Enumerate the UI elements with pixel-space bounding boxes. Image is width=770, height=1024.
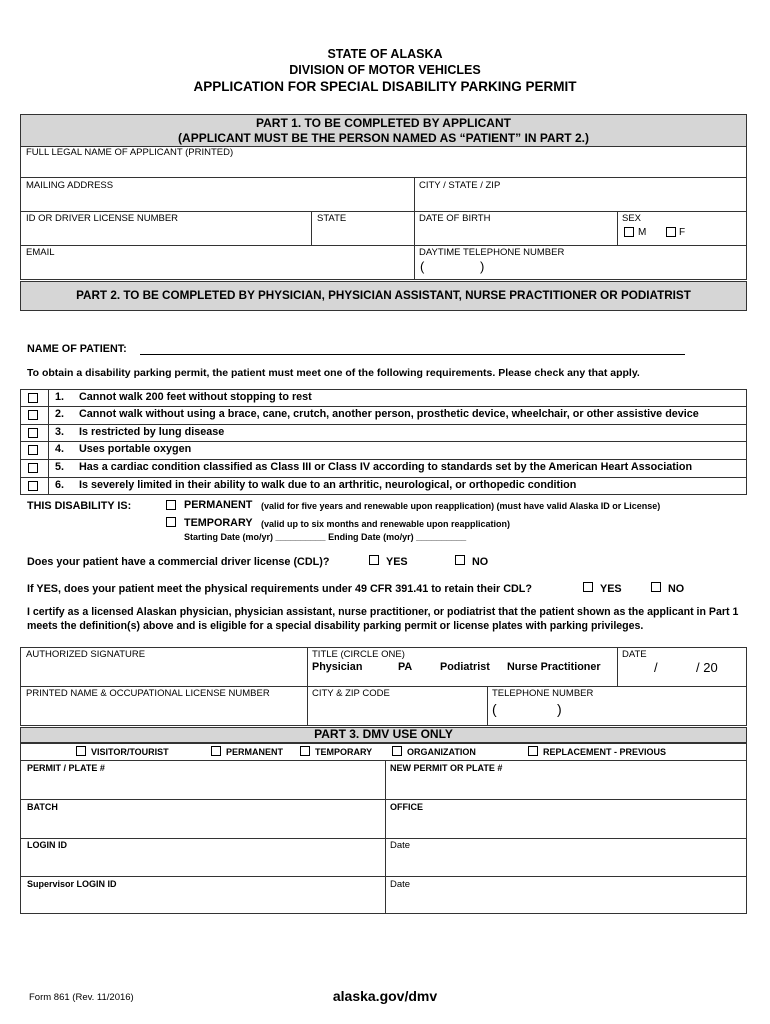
cdl-no-checkbox[interactable] [455,555,465,565]
title-label: TITLE (CIRCLE ONE) [312,649,405,660]
replacement-label: REPLACEMENT - PREVIOUS [543,747,667,757]
division-heading: DIVISION OF MOTOR VEHICLES [289,63,481,77]
sex-label: SEX [622,213,642,224]
requirement-3-number: 3. [55,426,65,438]
requirement-4-checkbox[interactable] [28,445,38,455]
batch-field[interactable] [22,814,382,836]
mailing-address-label: MAILING ADDRESS [26,180,114,191]
city-state-zip-field[interactable] [416,192,744,210]
state-heading: STATE OF ALASKA [327,47,443,61]
starting-date-field[interactable] [287,530,347,542]
signature-field[interactable] [22,662,304,684]
full-name-label: FULL LEGAL NAME OF APPLICANT (PRINTED) [26,147,234,158]
requirement-3-checkbox[interactable] [28,428,38,438]
new-permit-label: NEW PERMIT OR PLATE # [390,763,503,773]
requirement-3-text: Is restricted by lung disease [79,426,225,438]
full-name-field[interactable] [22,158,742,176]
dmv-permanent-label: PERMANENT [226,747,284,757]
login-id-label: LOGIN ID [27,840,67,850]
organization-checkbox[interactable] [392,746,402,756]
part3-heading: PART 3. DMV USE ONLY [314,727,453,741]
login-date-label: Date [390,840,411,851]
part1-heading: PART 1. TO BE COMPLETED BY APPLICANT [256,116,511,130]
requirement-4-number: 4. [55,443,65,455]
sex-m-checkbox[interactable] [624,227,634,237]
certification-statement: I certify as a licensed Alaskan physician, physician assistant, nurse practitioner, or podiatrist that the patient shown as the applicant in Part 1 meets the definition(s) above and is eligible for a special disability parking permit or license plates with parking privileges. [27,606,739,632]
tel-area-code-field[interactable] [500,701,555,719]
login-id-field[interactable] [22,852,382,874]
date-slash: / [654,660,658,675]
tel-paren-close: ) [557,701,562,717]
title-nurse-practitioner[interactable]: Nurse Practitioner [507,661,601,673]
sex-m-label: M [638,227,647,238]
id-number-label: ID OR DRIVER LICENSE NUMBER [26,213,179,224]
requirement-1-number: 1. [55,391,65,403]
cdl-req-no-label: NO [668,583,685,595]
supervisor-login-field[interactable] [22,891,382,912]
part2-heading: PART 2. TO BE COMPLETED BY PHYSICIAN, PHYSICIAN ASSISTANT, NURSE PRACTITIONER OR PODIATRIST [76,289,691,302]
email-field[interactable] [22,259,412,277]
cdl-req-yes-label: YES [600,583,622,595]
office-label: OFFICE [390,802,423,812]
cdl-yes-label: YES [386,556,408,568]
supervisor-date-field[interactable] [388,891,744,912]
temporary-dates-line: Starting Date (mo/yr) __________ Ending Date (mo/yr) __________ [184,532,467,542]
cdl-req-yes-checkbox[interactable] [583,582,593,592]
daytime-phone-label: DAYTIME TELEPHONE NUMBER [419,247,565,258]
date-field[interactable] [620,662,742,682]
new-permit-field[interactable] [388,775,744,797]
requirement-2-number: 2. [55,408,65,420]
dmv-temporary-checkbox[interactable] [300,746,310,756]
dob-label: DATE OF BIRTH [419,213,491,224]
cdl-no-label: NO [472,556,489,568]
requirement-2-text: Cannot walk without using a brace, cane, crutch, another person, prosthetic device, wheelchair, or other assistive device [79,408,699,420]
city-state-zip-label: CITY / STATE / ZIP [419,180,501,191]
tel-number-field[interactable] [567,701,743,719]
mailing-address-field[interactable] [22,192,412,210]
permit-plate-label: PERMIT / PLATE # [27,763,105,773]
supervisor-date-label: Date [390,879,411,890]
permit-plate-field[interactable] [22,775,382,797]
state-field[interactable] [313,225,413,243]
form-number: Form 861 (Rev. 11/2016) [29,992,134,1003]
id-number-field[interactable] [22,225,310,243]
requirements-instructions: To obtain a disability parking permit, the patient must meet one of the following requirements. Please check any that apply. [27,367,640,379]
printed-name-label: PRINTED NAME & OCCUPATIONAL LICENSE NUMBER [26,688,270,699]
requirement-1-text: Cannot walk 200 feet without stopping to rest [79,391,312,403]
requirement-6-number: 6. [55,479,65,491]
sex-f-label: F [679,227,686,238]
ending-date-field[interactable] [460,530,520,542]
title-pa[interactable]: PA [398,661,413,673]
cdl-req-no-checkbox[interactable] [651,582,661,592]
date-year-prefix: / 20 [696,660,718,675]
cdl-followup-question: If YES, does your patient meet the physical requirements under 49 CFR 391.41 to retain their CDL? [27,583,532,595]
title-physician[interactable]: Physician [312,661,363,673]
dmv-website: alaska.gov/dmv [332,988,438,1004]
requirement-2-checkbox[interactable] [28,410,38,420]
form-title: APPLICATION FOR SPECIAL DISABILITY PARKING PERMIT [193,79,577,94]
phone-paren-close: ) [480,259,485,274]
dob-field[interactable] [416,225,614,243]
requirement-5-checkbox[interactable] [28,463,38,473]
city-zip-label: CITY & ZIP CODE [312,688,390,699]
cdl-yes-checkbox[interactable] [369,555,379,565]
supervisor-login-label: Supervisor LOGIN ID [27,879,117,889]
replacement-checkbox[interactable] [528,746,538,756]
batch-label: BATCH [27,802,58,812]
temporary-note: (valid up to six months and renewable upon reapplication) [261,519,511,529]
patient-name-field[interactable] [140,338,685,354]
printed-name-field[interactable] [22,701,304,723]
title-podiatrist[interactable]: Podiatrist [440,661,490,673]
requirement-1-checkbox[interactable] [28,393,38,403]
temporary-checkbox[interactable] [166,517,176,527]
email-label: EMAIL [26,247,55,258]
requirement-5-number: 5. [55,461,65,473]
organization-label: ORGANIZATION [407,747,476,757]
state-label: STATE [317,213,347,224]
tel-paren-open: ( [492,701,497,717]
visitor-tourist-checkbox[interactable] [76,746,86,756]
dmv-permanent-checkbox[interactable] [211,746,221,756]
dmv-temporary-label: TEMPORARY [315,747,373,757]
phone-area-code-field[interactable] [428,259,478,275]
requirement-5-text: Has a cardiac condition classified as Class III or Class IV according to standards set by the American Heart Association [79,461,693,473]
requirement-6-checkbox[interactable] [28,481,38,491]
signature-label: AUTHORIZED SIGNATURE [26,649,146,660]
date-label: DATE [622,649,647,660]
part1-subheading: (APPLICANT MUST BE THE PERSON NAMED AS “PATIENT” IN PART 2.) [178,131,589,145]
patient-name-label: NAME OF PATIENT: [27,343,127,355]
permanent-label: PERMANENT [184,499,253,511]
city-zip-field[interactable] [310,701,485,723]
requirement-6-text: Is severely limited in their ability to walk due to an arthritic, neurological, or orthopedic condition [79,479,577,491]
temporary-label: TEMPORARY [184,517,253,529]
phone-paren-open: ( [420,259,425,274]
cdl-question: Does your patient have a commercial driver license (CDL)? [27,556,330,568]
phone-number-field[interactable] [490,259,740,275]
sex-f-checkbox[interactable] [666,227,676,237]
permanent-checkbox[interactable] [166,500,176,510]
disability-type-label: THIS DISABILITY IS: [27,500,132,512]
office-field[interactable] [388,814,744,836]
requirement-4-text: Uses portable oxygen [79,443,192,455]
telephone-label: TELEPHONE NUMBER [492,688,594,699]
login-date-field[interactable] [388,852,744,874]
permanent-note: (valid for five years and renewable upon reapplication) (must have valid Alaska ID or License) [261,501,661,511]
visitor-tourist-label: VISITOR/TOURIST [91,747,169,757]
